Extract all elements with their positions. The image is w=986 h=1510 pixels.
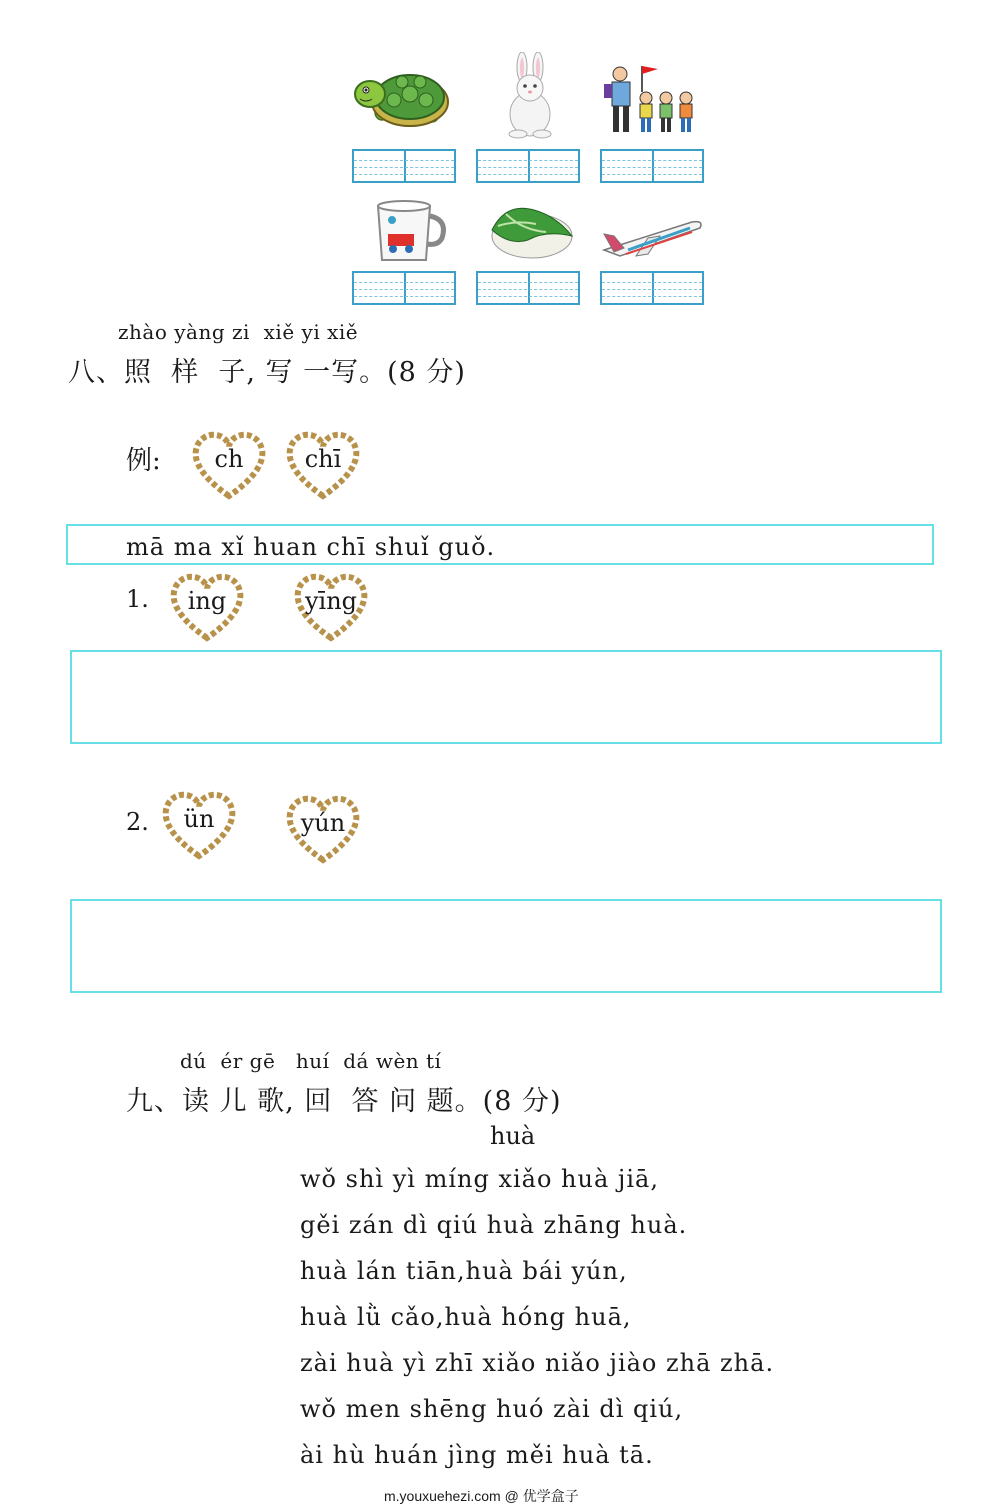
teacher-students-icon [600,52,706,142]
answer-box[interactable] [70,899,942,993]
item-number: 1. [126,585,149,613]
section9-heading: 九、读 儿 歌, 回 答 问 题。(8 分) [126,1086,562,1117]
airplane-icon [600,180,706,268]
heart-icon [168,572,246,642]
example-sentence-box [66,524,934,565]
heart-text: yún [300,809,346,837]
heart-text: ch [214,445,244,473]
heart-icon [190,430,268,500]
heart-text: ing [187,587,227,615]
poem-line: zài huà yì zhī xiǎo niǎo jiào zhā zhā. [300,1349,775,1377]
example-sentence: mā ma xǐ huan chī shuǐ guǒ. [126,533,496,561]
pinyin-answer-grid[interactable] [352,271,456,305]
example-label: 例: [126,446,161,476]
poem-line: gěi zán dì qiú huà zhāng huà. [300,1211,688,1239]
heart-text: yīng [304,587,358,615]
poem-line: ài hù huán jìng měi huà tā. [300,1441,654,1469]
cup-icon [352,180,458,268]
poem-line: huà lán tiān,huà bái yún, [300,1257,628,1285]
heart-text: ün [183,805,215,833]
heart-text: chī [304,445,342,473]
pinyin-answer-grid[interactable] [476,271,580,305]
section9-pinyin: dú ér gē huí dá wèn tí [180,1049,442,1073]
pinyin-answer-grid[interactable] [600,271,704,305]
item-number: 2. [126,808,149,836]
section8-pinyin: zhào yàng zi xiě yi xiě [118,320,359,344]
poem-line: wǒ shì yì míng xiǎo huà jiā, [300,1165,659,1193]
heart-icon [160,790,238,860]
heart-icon [292,572,370,642]
heart-icon [284,430,362,500]
footer-watermark: m.youxuehezi.com @ 优学盒子 [384,1488,579,1504]
pinyin-answer-grid[interactable] [476,149,580,183]
poem-line: wǒ men shēng huó zài dì qiú, [300,1395,684,1423]
pinyin-answer-grid[interactable] [352,149,456,183]
cabbage-icon [476,180,582,268]
poem-title: huà [490,1122,536,1150]
rabbit-icon [476,52,582,142]
answer-box[interactable] [70,650,942,744]
turtle-icon [352,52,458,142]
heart-icon [284,794,362,864]
section8-heading: 八、照 样 子, 写 一写。(8 分) [68,357,466,388]
pinyin-answer-grid[interactable] [600,149,704,183]
poem-line: huà lǜ cǎo,huà hóng huā, [300,1303,632,1331]
